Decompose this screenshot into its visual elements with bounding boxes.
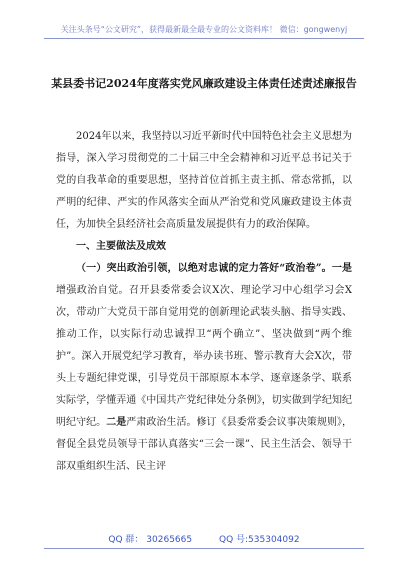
subsection-heading: （一）突出政治引领，以绝对忠诚的定力答好“政治卷”。: [76, 263, 332, 274]
footer-contact: [0, 532, 408, 545]
document-body: [56, 126, 352, 478]
document-title: 某县委书记2024年度落实党风廉政建设主体责任述责述廉报告: [51, 77, 357, 90]
header-divider: [44, 38, 364, 39]
subsection-paragraph: [56, 258, 352, 478]
point-label: 二是: [106, 417, 127, 428]
qq-group-text: QQ 群： 30265665: [108, 535, 193, 545]
point-label: 一是: [331, 263, 352, 274]
point-text: 严肃政治生活。修订《县委常委会议事决策规则》，督促全县党员领导干部认真落实“三会一课”、民主生活会、领导干部双重组织生活、民主评: [56, 417, 353, 472]
section-heading: 一、主要做法及成效: [76, 241, 166, 252]
footer-divider: [44, 548, 364, 549]
qq-number-text: QQ 号:535304092: [218, 535, 300, 545]
header-banner: 关注头条号“公文研究”，获得最新最全最专业的公文资料库！ 微信：gongwenyj: [60, 25, 348, 34]
point-text: 增强政治自觉。召开县委常委会议X次、理论学习中心组学习会X次，带动广大党员干部自觉用党的创新理论武装头脑、指导实践、推动工作，以实际行动忠诚捍卫“两个确立”、坚决做到“两个维护”。深入开展党纪学习教育，举办读书班、警示教育大会X次，带头上专题纪律党课，引导党员干部原原本本学、逐章逐条学、联系实际学，学懂弄通《中国共产党纪律处分条例》，切实做到学纪知纪明纪守纪。: [56, 285, 352, 428]
intro-paragraph: 2024年以来，我坚持以习近平新时代中国特色社会主义思想为指导，深入学习贯彻党的二十届三中全会精神和习近平总书记关于党的自我革命的重要思想，坚持首位首抓主责主抓、常态常抓，以严明的纪律、严实的作风落实全面从严治党和党风廉政建设主体责任，为加快全县经济社会高质量发展提供有力的政治保障。: [56, 131, 352, 230]
